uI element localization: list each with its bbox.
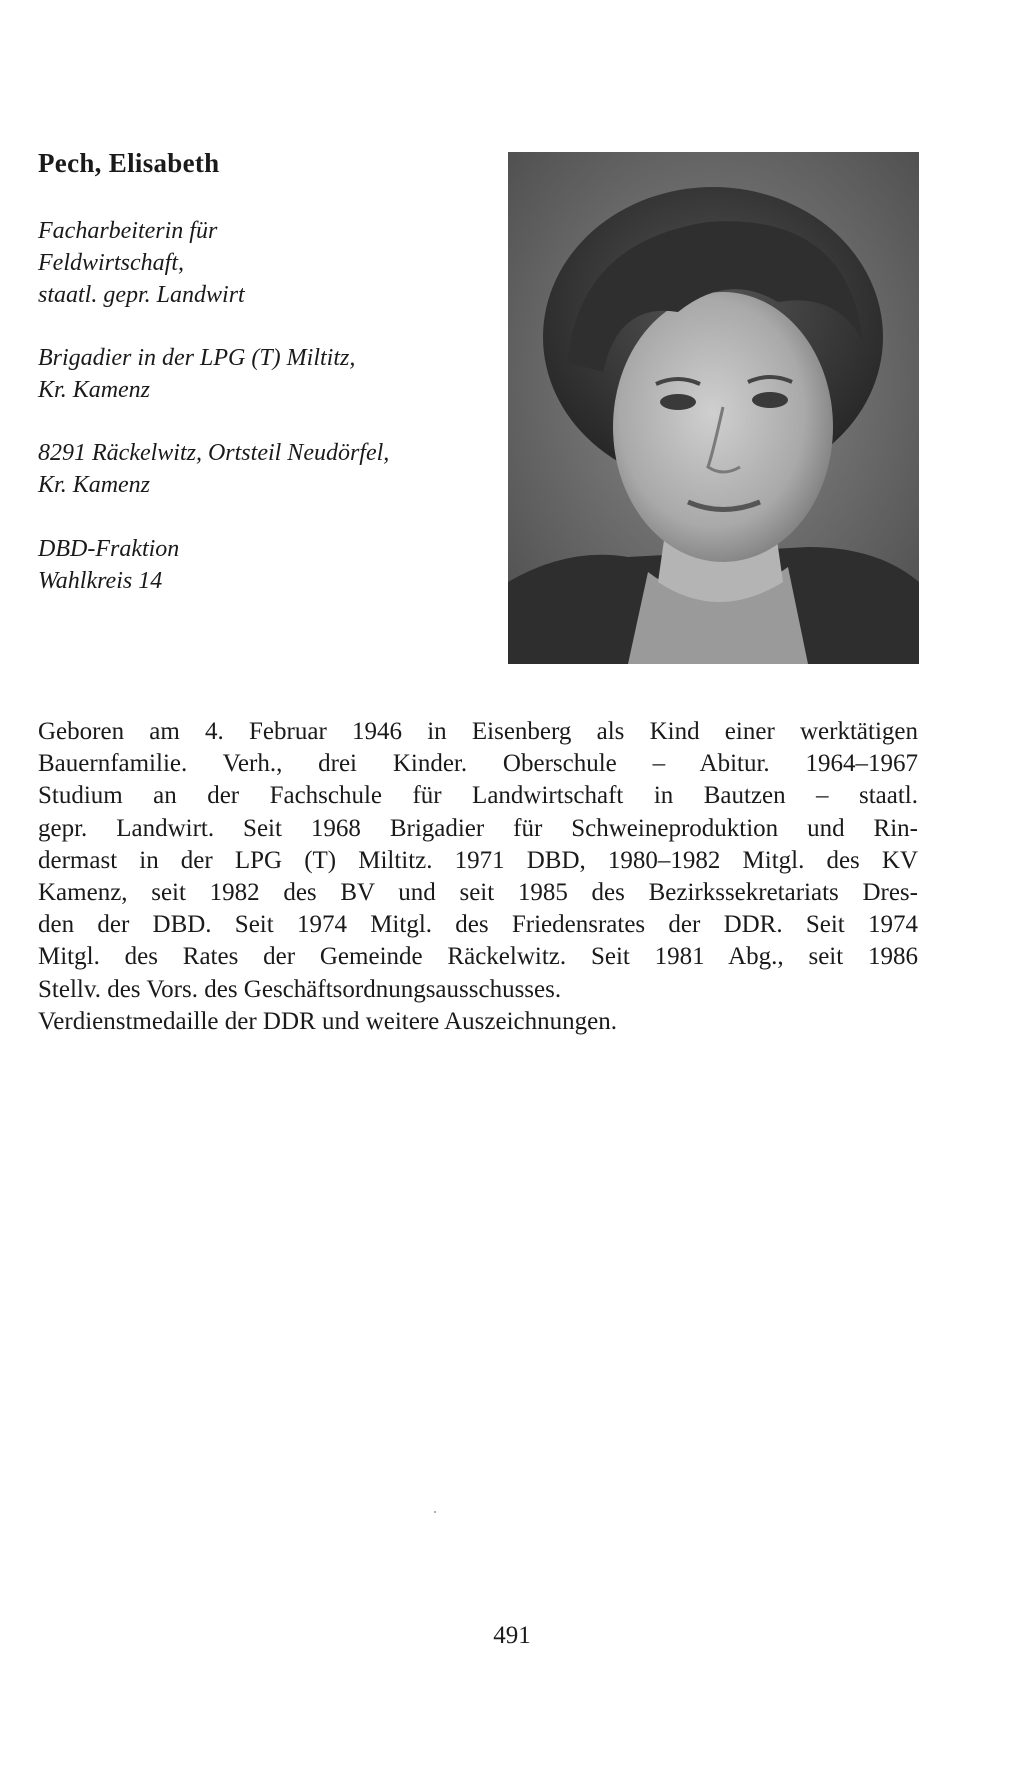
address-line: 8291 Räckelwitz, Ortsteil Neudörfel, (38, 440, 390, 466)
biography-line: Mitgl. des Rates der Gemeinde Räckelwitz. Seit 1981 Abg., seit 1986 (38, 943, 918, 971)
faction-block (38, 533, 478, 597)
biography-line: den der DBD. Seit 1974 Mitgl. des Friedensrates der DDR. Seit 1974 (38, 911, 918, 939)
biography-line: gepr. Landwirt. Seit 1968 Brigadier für Schweineproduktion und Rin- (38, 814, 918, 842)
print-speck (434, 1511, 436, 1513)
biography-line: Bauernfamilie. Verh., drei Kinder. Oberschule – Abitur. 1964–1967 (38, 750, 918, 778)
biography-line: Studium an der Fachschule für Landwirtschaft in Bautzen – staatl. (38, 782, 918, 810)
position-line: Kr. Kamenz (38, 377, 151, 403)
portrait-photo (508, 152, 919, 664)
biography-text (38, 716, 918, 1038)
profession-line: Facharbeiterin für (38, 218, 218, 244)
faction-line: Wahlkreis 14 (38, 568, 163, 594)
profession-line: staatl. gepr. Landwirt (38, 282, 245, 308)
entry-name: Pech, Elisabeth (38, 148, 220, 178)
profession-block (38, 215, 478, 311)
faction-line: DBD-Fraktion (38, 536, 180, 562)
position-line: Brigadier in der LPG (T) Miltitz, (38, 345, 356, 371)
position-block (38, 342, 478, 406)
biography-line: dermast in der LPG (T) Miltitz. 1971 DBD, 1980–1982 Mitgl. des KV (38, 846, 918, 874)
biography-line: Geboren am 4. Februar 1946 in Eisenberg als Kind einer werktätigen (38, 718, 918, 745)
profession-line: Feldwirtschaft, (38, 250, 184, 276)
biography-line: Kamenz, seit 1982 des BV und seit 1985 des Bezirkssekretariats Dres- (38, 879, 918, 907)
biography-line: Stellv. des Vors. des Geschäftsordnungsausschusses. (38, 975, 562, 1003)
biography-line: Verdienstmedaille der DDR und weitere Auszeichnungen. (38, 1007, 617, 1035)
page-number: 491 (493, 1622, 531, 1649)
address-block (38, 437, 478, 501)
address-line: Kr. Kamenz (38, 472, 151, 498)
